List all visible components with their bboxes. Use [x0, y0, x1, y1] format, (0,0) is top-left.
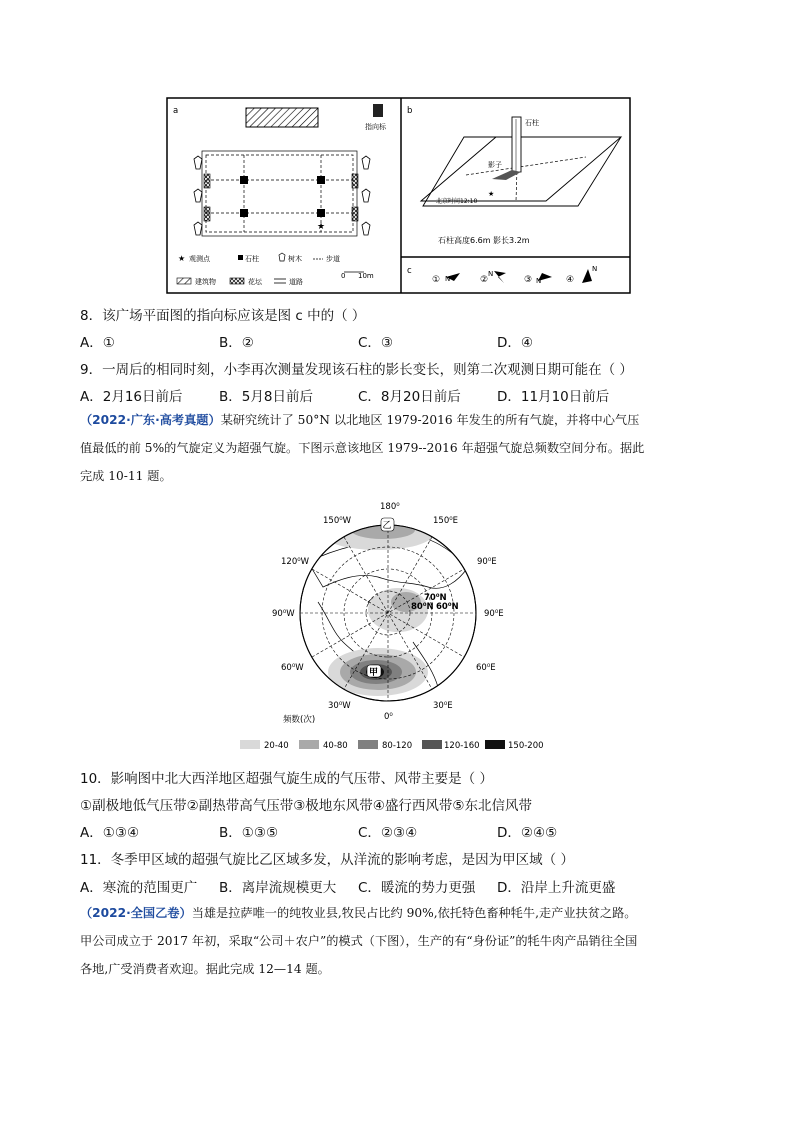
- q11-option-a[interactable]: A．寒流的范围更广: [80, 880, 198, 896]
- option-2: ②: [480, 275, 489, 285]
- svg-text:N: N: [592, 265, 598, 273]
- building: [246, 108, 318, 127]
- svg-text:★: ★: [488, 190, 495, 198]
- legend-observation: 观测点: [189, 255, 210, 263]
- q9-option-b[interactable]: B．5月8日前后: [219, 389, 313, 405]
- scale-zero: 0: [341, 272, 346, 280]
- q10-option-a[interactable]: A．①③④: [80, 825, 140, 841]
- label-0: 0⁰: [384, 712, 393, 722]
- legend-building: 建筑物: [195, 278, 216, 286]
- shadow-label: 影子: [488, 161, 502, 169]
- q11-stem: 11．冬季甲区域的超强气旋比乙区域多发，从洋流的影响考虑，是因为甲区域（ ）: [80, 852, 574, 868]
- passage2-line2: 甲公司成立于 2017 年初，采取“公司＋农户”的模式（下图），生产的有“身份证”的牦牛肉产品销往全国: [80, 934, 638, 948]
- stone-pillar: [512, 117, 521, 172]
- passage2-source-tag: （2022·全国乙卷）: [80, 906, 192, 920]
- legend-range-2: 40-80: [323, 741, 348, 751]
- region-yi: 乙: [382, 521, 392, 531]
- q10-stem: 10．影响图中北大西洋地区超强气旋生成的气压带、风带主要是（ ）: [80, 771, 493, 787]
- legend-range-5: 150-200: [508, 741, 544, 751]
- observation-star: ★: [317, 222, 326, 232]
- svg-text:N: N: [488, 270, 494, 278]
- svg-text:N: N: [445, 275, 451, 283]
- q10-option-b[interactable]: B．①③⑤: [219, 825, 279, 841]
- pointer-box-icon: [373, 104, 383, 117]
- scale-value: 10m: [358, 272, 374, 280]
- q9-option-a[interactable]: A．2月16日前后: [80, 389, 183, 405]
- label-80n: 80⁰N: [411, 602, 434, 612]
- passage1-source-tag: （2022·广东·高考真题）: [80, 413, 221, 427]
- q8-option-b[interactable]: B．②: [219, 335, 254, 351]
- svg-text:N: N: [536, 277, 542, 285]
- q9-option-d[interactable]: D．11月10日前后: [497, 389, 610, 405]
- label-60n: 60⁰N: [436, 602, 459, 612]
- label-60w: 60⁰W: [281, 663, 304, 673]
- label-90e: 90⁰E: [477, 557, 497, 567]
- q9-stem: 9．一周后的相同时刻，小李再次测量发现该石柱的影长变长，则第二次观测日期可能在（ ）: [80, 362, 633, 378]
- legend-range-3: 80-120: [382, 741, 413, 751]
- label-30w: 30⁰W: [328, 701, 351, 711]
- label-150w: 150⁰W: [323, 516, 352, 526]
- q11-option-b[interactable]: B．离岸流规模更大: [219, 880, 337, 896]
- passage2-line3: 各地,广受消费者欢迎。据此完成 12—14 题。: [80, 962, 330, 976]
- pillar-caption: 石柱高度6.6m 影长3.2m: [438, 236, 530, 245]
- legend-flowerbed: 花坛: [248, 278, 262, 286]
- legend-swatch-1: [240, 740, 260, 749]
- legend-swatch-2: [299, 740, 319, 749]
- legend-swatch-5: [485, 740, 505, 749]
- q8-stem: 8．该广场平面图的指向标应该是图 c 中的（ ）: [80, 308, 366, 324]
- time-label: 北京时间12:10: [436, 198, 478, 205]
- label-90w: 90⁰W: [272, 609, 295, 619]
- panel-c-label: c: [407, 266, 412, 276]
- label-90e-right: 90⁰E: [484, 609, 504, 619]
- label-150e: 150⁰E: [433, 516, 459, 526]
- passage1-line2: 值最低的前 5%的气旋定义为超强气旋。下图示意该地区 1979--2016 年超强气旋总频数空间分布。据此: [80, 441, 645, 455]
- label-30e: 30⁰E: [433, 701, 453, 711]
- panel-b-label: b: [407, 106, 413, 116]
- q10-choices: ①副极地低气压带②副热带高气压带③极地东风带④盛行西风带⑤东北信风带: [80, 798, 533, 814]
- legend-footpath: 步道: [326, 255, 340, 263]
- freq-label: 频数(次): [283, 715, 316, 725]
- q8-option-d[interactable]: D．④: [497, 335, 533, 351]
- option-1: ①: [432, 275, 441, 285]
- option-3: ③: [524, 275, 533, 285]
- q11-option-d[interactable]: D．沿岸上升流更盛: [497, 880, 616, 896]
- legend-range-4: 120-160: [444, 741, 480, 751]
- passage2-line1: （2022·全国乙卷）当雄是拉萨唯一的纯牧业县,牧民占比约 90%,依托特色畜种牦牛,走产业扶贫之路。: [80, 906, 637, 920]
- map-legend: [240, 740, 544, 751]
- q11-option-c[interactable]: C．暖流的势力更强: [358, 880, 476, 896]
- pointer-label: 指向标: [365, 123, 386, 131]
- q8-option-a[interactable]: A．①: [80, 335, 115, 351]
- option-4: ④: [566, 275, 575, 285]
- label-60e: 60⁰E: [476, 663, 496, 673]
- polar-cyclone-map: [228, 492, 558, 759]
- passage1-line1: （2022·广东·高考真题）某研究统计了 50°N 以北地区 1979-2016 年发生的所有气旋，并将中心气压: [80, 413, 640, 427]
- legend-range-1: 20-40: [264, 741, 289, 751]
- passage1-line3: 完成 10-11 题。: [80, 469, 172, 483]
- pillar-label: 石柱: [525, 119, 539, 127]
- legend-road: 道路: [289, 278, 303, 286]
- legend-tree: 树木: [288, 255, 302, 263]
- svg-text:★: ★: [178, 254, 186, 263]
- legend-swatch-3: [358, 740, 378, 749]
- label-180: 180⁰: [380, 502, 400, 512]
- region-jia: 甲: [369, 668, 379, 678]
- label-70n: 70⁰N: [424, 593, 447, 603]
- panel-a-label: a: [173, 106, 179, 116]
- label-120w: 120⁰W: [281, 557, 310, 567]
- legend-swatch-4: [422, 740, 442, 749]
- legend-pillar: 石柱: [245, 255, 259, 263]
- figure-abc: [166, 97, 631, 294]
- q10-option-c[interactable]: C．②③④: [358, 825, 418, 841]
- q9-option-c[interactable]: C．8月20日前后: [358, 389, 461, 405]
- q10-option-d[interactable]: D．②④⑤: [497, 825, 558, 841]
- q8-option-c[interactable]: C．③: [358, 335, 394, 351]
